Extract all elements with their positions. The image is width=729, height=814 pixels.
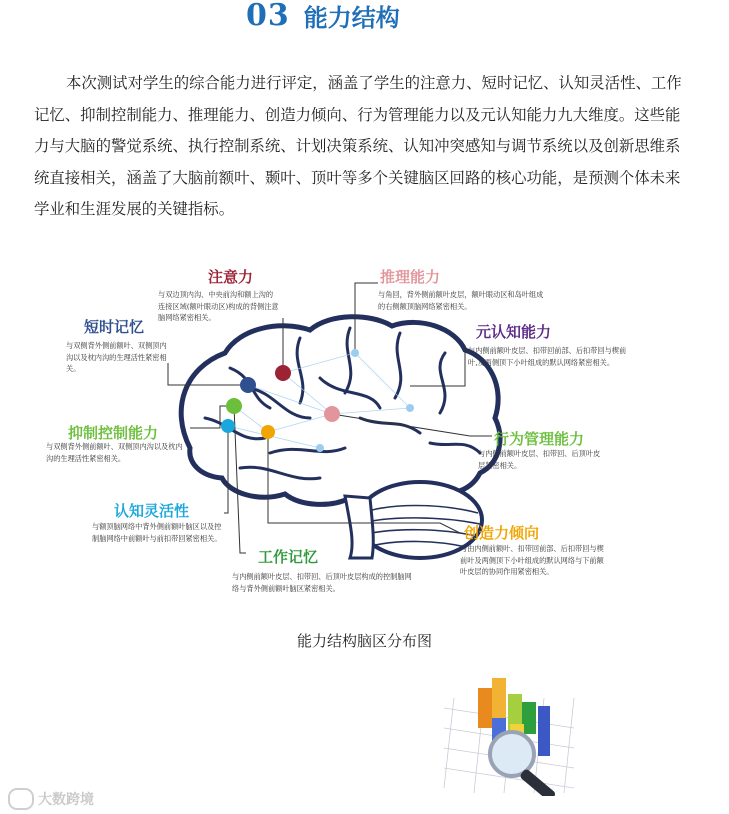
label-short-term-memory: 短时记忆 <box>84 318 145 336</box>
section-header <box>246 0 400 33</box>
label-working-memory: 工作记忆 <box>258 548 319 566</box>
brain-diagram <box>0 258 729 608</box>
label-metacognition: 元认知能力 <box>476 323 552 341</box>
label-reasoning: 推理能力 <box>380 268 441 286</box>
desc-metacognition: 与内侧前额叶皮层、扣带回前部、后扣带回与楔前叶,及两侧顶下小叶组成的默认网络紧密相关。 <box>468 346 627 367</box>
watermark-logo-icon <box>8 788 34 810</box>
label-inhibitory-control: 抑制控制能力 <box>68 424 159 442</box>
label-cognitive-flexibility: 认知灵活性 <box>114 502 190 520</box>
desc-creativity: 与由内侧前额叶、扣带回前部、后扣带回与楔前叶及两侧顶下小叶组成的默认网络与下前额叶皮层的协同作用紧密相关。 <box>460 544 604 576</box>
desc-reasoning: 与角回，背外侧前额叶皮层，额叶眼动区和岛叶组成的右侧额顶脑网络紧密相关。 <box>378 290 544 311</box>
chart-magnifier-icon <box>434 668 584 796</box>
label-attention: 注意力 <box>208 268 254 286</box>
label-behavior-management: 行为管理能力 <box>494 430 585 448</box>
desc-behavior-management: 与内侧前额叶皮层、扣带回、后顶叶皮层紧密相关。 <box>478 449 601 470</box>
watermark-text: 大数跨境 <box>38 792 94 808</box>
desc-short-term-memory: 与双侧背外侧前额叶、双侧顶内沟以及枕内沟的生理活性紧密相关。 <box>66 341 167 373</box>
figure-caption: 能力结构脑区分布图 <box>296 632 432 650</box>
watermark <box>8 788 94 810</box>
desc-inhibitory-control: 与双侧背外侧前额叶、双侧顶内沟以及枕内沟的生理活性紧密相关。 <box>46 442 183 463</box>
desc-cognitive-flexibility: 与额顶脑网络中背外侧前额叶脑区以及控制脑网络中前额叶与前扣带回紧密相关。 <box>92 522 222 543</box>
desc-working-memory: 与内侧前额叶皮层、扣带回、后顶叶皮层构成的控制脑网络与背外侧前额叶脑区紧密相关。 <box>232 572 412 593</box>
intro-paragraph: 本次测试对学生的综合能力进行评定，涵盖了学生的注意力、短时记忆、认知灵活性、工作记忆、抑制控制能力、推理能力、创造力倾向、行为管理能力以及元认知能力九大维度。这些能力与大脑的警觉系统、执行控制系统、计划决策系统、认知冲突感知与调节系统以及创新思维系统直接相关，涵盖了大脑前额叶、颞叶、顶叶等多个关键脑区回路的核心功能，是预测个体未来学业和生涯发展的关键指标。 <box>34 74 682 218</box>
label-creativity: 创造力倾向 <box>464 524 540 542</box>
section-number: 03 <box>246 0 290 33</box>
desc-attention: 与双边顶内沟、中央前沟和额上沟的连接区域(额叶眼动区)构成的背侧注意脑网络紧密相关。 <box>158 290 279 322</box>
section-title: 能力结构 <box>303 3 400 32</box>
